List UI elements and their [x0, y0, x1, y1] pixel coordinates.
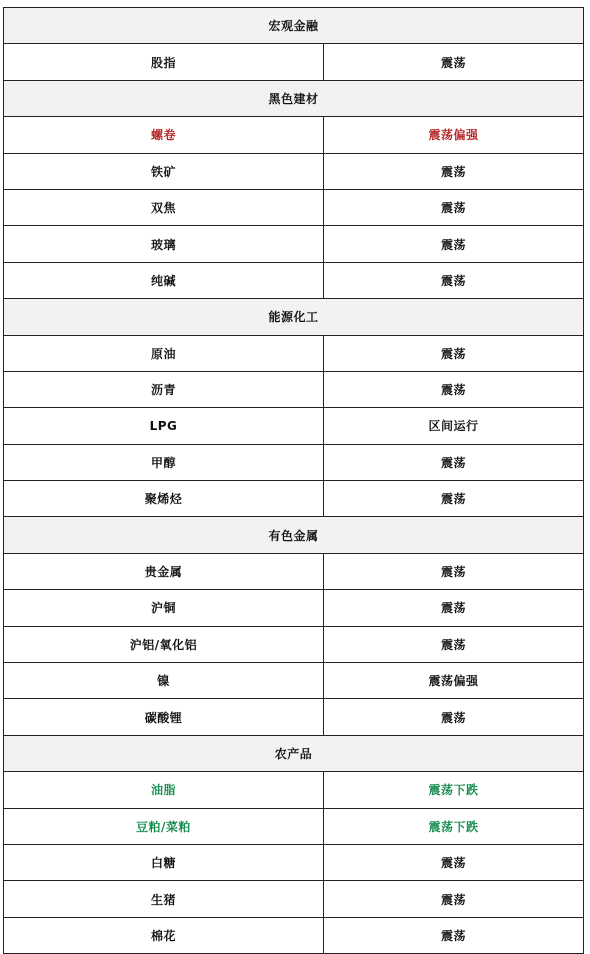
table-row	[4, 262, 584, 298]
table-row	[4, 481, 584, 517]
section-title: 黑色建材	[4, 80, 584, 116]
section-title: 有色金属	[4, 517, 584, 553]
commodity-name: 聚烯烃	[4, 481, 324, 517]
outlook-value: 震荡	[324, 189, 584, 225]
market-outlook-table	[3, 7, 584, 954]
commodity-name: 沪铝/氧化铝	[4, 626, 324, 662]
outlook-value: 震荡	[324, 371, 584, 407]
table-row	[4, 153, 584, 189]
table-row	[4, 44, 584, 80]
commodity-name: 白糖	[4, 844, 324, 880]
table-row	[4, 335, 584, 371]
commodity-name: 沥青	[4, 371, 324, 407]
table-row	[4, 117, 584, 153]
commodity-name: 镍	[4, 663, 324, 699]
section-header-row	[4, 8, 584, 44]
table-row	[4, 590, 584, 626]
outlook-value: 震荡	[324, 553, 584, 589]
commodity-name: 铁矿	[4, 153, 324, 189]
commodity-name: 股指	[4, 44, 324, 80]
commodity-name: 棉花	[4, 917, 324, 953]
outlook-value: 震荡	[324, 481, 584, 517]
outlook-value: 震荡下跌	[324, 808, 584, 844]
section-title: 能源化工	[4, 299, 584, 335]
section-title: 农产品	[4, 735, 584, 771]
table-body	[4, 8, 584, 954]
outlook-value: 震荡下跌	[324, 772, 584, 808]
table-row	[4, 371, 584, 407]
commodity-name: 沪铜	[4, 590, 324, 626]
outlook-value: 震荡	[324, 917, 584, 953]
table-row	[4, 408, 584, 444]
section-title: 宏观金融	[4, 8, 584, 44]
section-header-row	[4, 735, 584, 771]
table-row	[4, 663, 584, 699]
commodity-name: 双焦	[4, 189, 324, 225]
table-row	[4, 444, 584, 480]
section-header-row	[4, 299, 584, 335]
commodity-name: 玻璃	[4, 226, 324, 262]
outlook-value: 震荡偏强	[324, 663, 584, 699]
outlook-value: 震荡	[324, 335, 584, 371]
commodity-name: 甲醇	[4, 444, 324, 480]
outlook-value: 震荡	[324, 262, 584, 298]
outlook-value: 震荡	[324, 626, 584, 662]
table-row	[4, 844, 584, 880]
table-row	[4, 772, 584, 808]
commodity-name: 贵金属	[4, 553, 324, 589]
section-header-row	[4, 517, 584, 553]
table-row	[4, 553, 584, 589]
outlook-value: 震荡	[324, 226, 584, 262]
table-row	[4, 699, 584, 735]
outlook-value: 震荡	[324, 699, 584, 735]
commodity-name: 螺卷	[4, 117, 324, 153]
outlook-value: 震荡	[324, 44, 584, 80]
table-row	[4, 189, 584, 225]
commodity-name: 油脂	[4, 772, 324, 808]
commodity-name: 原油	[4, 335, 324, 371]
outlook-value: 震荡	[324, 153, 584, 189]
outlook-value: 震荡	[324, 590, 584, 626]
outlook-value: 震荡偏强	[324, 117, 584, 153]
table-row	[4, 881, 584, 917]
outlook-value: 区间运行	[324, 408, 584, 444]
commodity-name: 纯碱	[4, 262, 324, 298]
table-row	[4, 917, 584, 953]
outlook-value: 震荡	[324, 444, 584, 480]
commodity-name: LPG	[4, 408, 324, 444]
section-header-row	[4, 80, 584, 116]
table-row	[4, 626, 584, 662]
outlook-value: 震荡	[324, 844, 584, 880]
outlook-value: 震荡	[324, 881, 584, 917]
commodity-name: 生猪	[4, 881, 324, 917]
table-row	[4, 808, 584, 844]
commodity-name: 碳酸锂	[4, 699, 324, 735]
table-row	[4, 226, 584, 262]
commodity-name: 豆粕/菜粕	[4, 808, 324, 844]
